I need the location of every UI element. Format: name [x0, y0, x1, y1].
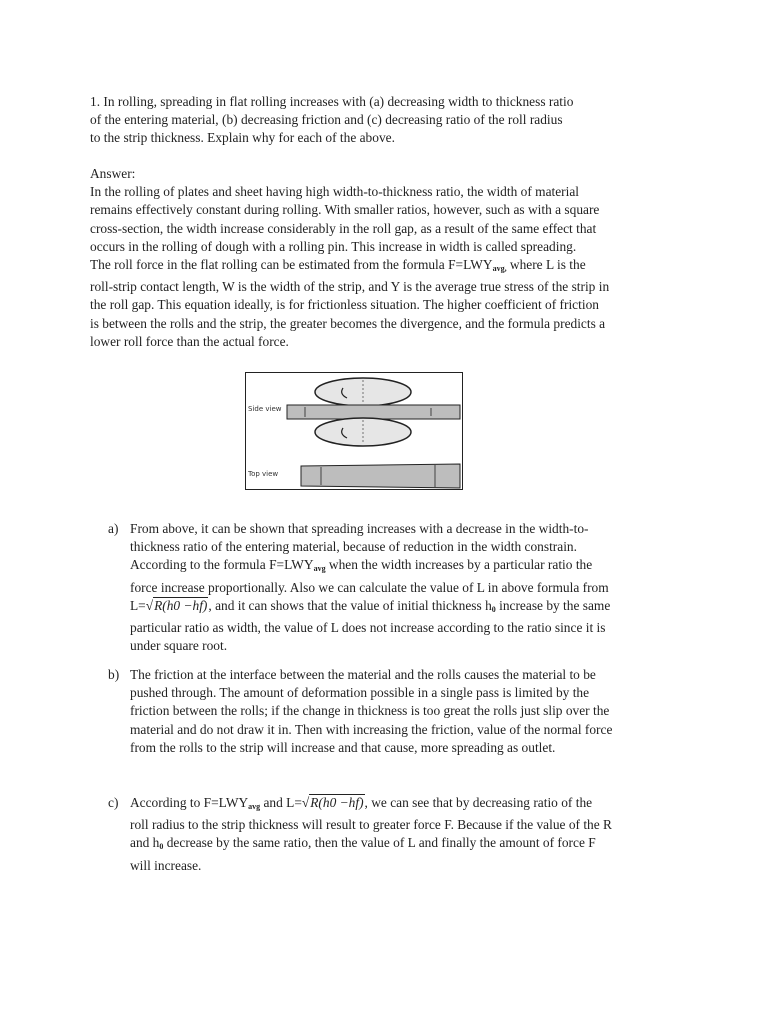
item-body	[130, 794, 690, 875]
rolling-diagram	[245, 372, 463, 490]
formula-suffix: where L is the	[506, 257, 586, 273]
answer-formula-line	[90, 256, 690, 278]
answer-line: lower roll force than the actual force.	[90, 333, 289, 349]
item-line: thickness ratio of the entering material, because of reduction in the width constrain.	[130, 539, 577, 555]
side-view-label: Side view	[248, 405, 282, 413]
answer-line: the roll gap. This equation ideally, is for frictionless situation. The higher coefficient of friction	[90, 297, 599, 313]
item-line: friction between the rolls; if the change in thickness is too great the rolls just slip over the	[130, 703, 610, 719]
item-line-prefix: L=	[130, 597, 146, 613]
answer-line: In the rolling of plates and sheet having high width-to-thickness ratio, the width of material	[90, 184, 580, 200]
item-line-suffix: decrease by the same ratio, then the value of L and finally the amount of force F	[163, 835, 596, 851]
item-subscript: avg	[313, 564, 326, 574]
item-line	[130, 597, 690, 619]
item-line	[130, 556, 690, 578]
answer-line: cross-section, the width increase considerably in the roll gap, as a result of the same effect that	[90, 220, 597, 236]
sqrt-expression: √R(h0 −hf)	[301, 795, 364, 810]
item-line: force increase proportionally. Also we can calculate the value of L in above formula from	[130, 579, 609, 595]
item-label: a)	[108, 521, 119, 536]
strip-side	[287, 405, 460, 419]
question-line: 1. In rolling, spreading in flat rolling increases with (a) decreasing width to thickness ratio	[90, 94, 574, 109]
item-line: From above, it can be shown that spreading increases with a decrease in the width-to-	[130, 521, 589, 536]
item-line: particular ratio as width, the value of L does not increase according to the ratio since it is	[130, 620, 606, 636]
item-line-prefix: According to F=LWY	[130, 795, 249, 810]
item-line-suffix: when the width increases by a particular ratio the	[325, 557, 593, 573]
item-subscript: 0	[159, 842, 164, 852]
answer-line: is between the rolls and the strip, the greater becomes the divergence, and the formula predicts a	[90, 315, 606, 331]
formula-subscript: avg,	[492, 264, 507, 274]
item-label: c)	[108, 795, 119, 810]
item-subscript: avg	[248, 802, 261, 811]
item-line: under square root.	[130, 638, 228, 654]
item-line-suffix: increase by the same	[495, 597, 611, 613]
top-view-label: Top view	[248, 470, 279, 478]
answer-heading: Answer:	[90, 166, 136, 181]
formula-prefix: The roll force in the flat rolling can be estimated from the formula F=LWY	[90, 257, 493, 273]
item-line: roll radius to the strip thickness will result to greater force F. Because if the value of the R	[130, 817, 612, 833]
item-line: will increase.	[130, 857, 202, 873]
item-line	[130, 834, 690, 856]
item-line-prefix: According to the formula F=LWY	[130, 557, 314, 573]
answer-section	[90, 165, 690, 351]
item-body	[130, 520, 690, 655]
answer-line: roll-strip contact length, W is the width of the strip, and Y is the average true stress of the strip in	[90, 279, 610, 295]
item-line-suffix: , we can see that by decreasing ratio of the	[364, 795, 593, 810]
item-line: The friction at the interface between the material and the rolls causes the material to be	[130, 667, 596, 682]
rolling-diagram-svg	[245, 372, 463, 490]
item-line-prefix: and h	[130, 835, 160, 851]
item-label: b)	[108, 667, 120, 682]
item-line	[130, 794, 690, 816]
sqrt-radicand: R(h0 −hf)	[154, 597, 208, 613]
answer-line: remains effectively constant during rolling. With smaller ratios, however, such as with a square	[90, 202, 600, 218]
sqrt-radicand: R(h0 −hf)	[310, 795, 364, 810]
sqrt-expression: √R(h0 −hf)	[145, 597, 208, 613]
item-line-mid: , and it can shows that the value of initial thickness h	[208, 597, 492, 613]
item-subscript: 0	[491, 604, 496, 614]
item-line: pushed through. The amount of deformation possible in a single pass is limited by the	[130, 685, 590, 701]
item-line: from the rolls to the strip will increase and that cause, more spreading as outlet.	[130, 739, 556, 755]
item-body	[130, 666, 690, 757]
strip-top	[301, 464, 460, 488]
question-line: to the strip thickness. Explain why for each of the above.	[90, 130, 395, 146]
question-text	[90, 93, 690, 148]
question-line: of the entering material, (b) decreasing friction and (c) decreasing ratio of the roll radius	[90, 112, 563, 128]
answer-line: occurs in the rolling of dough with a rolling pin. This increase in width is called spreading.	[90, 238, 577, 254]
item-line-mid: and L=	[260, 795, 302, 810]
item-line: material and do not draw it in. Then with increasing the friction, value of the normal force	[130, 721, 613, 737]
